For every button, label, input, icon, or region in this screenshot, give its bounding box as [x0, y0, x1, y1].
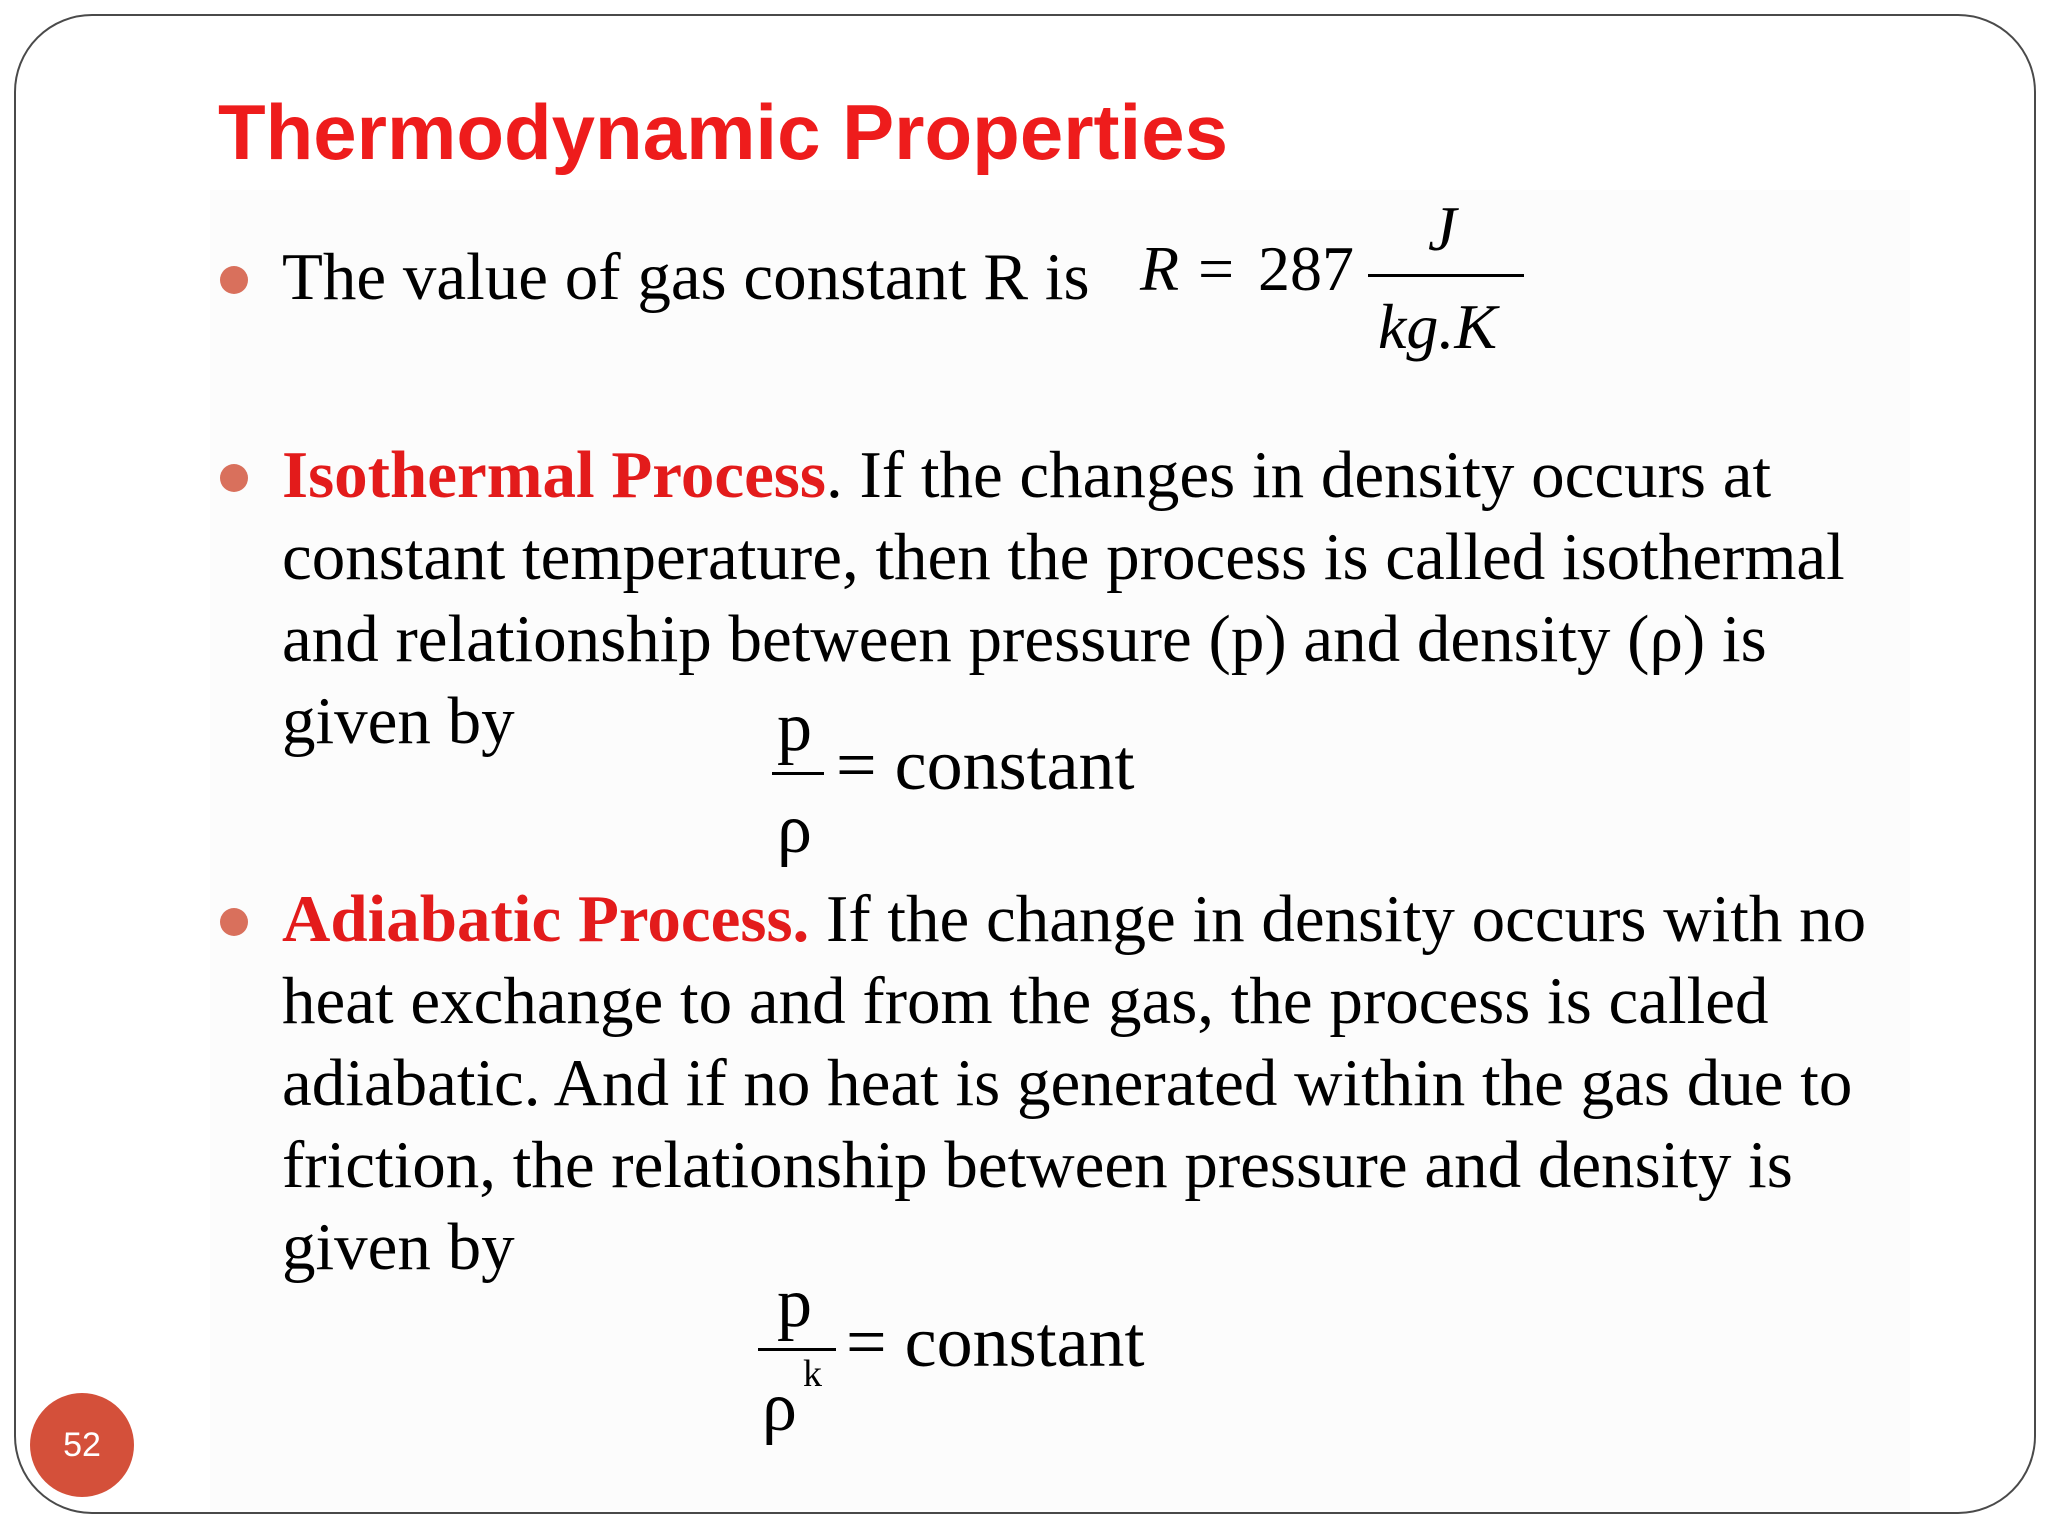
formula-fraction-bar: [1368, 274, 1524, 277]
adiabatic-heading: Adiabatic Process.: [282, 882, 810, 956]
bullet-3-line-4: friction, the relationship between pressure and density is: [282, 1128, 1793, 1202]
isothermal-denominator: ρ: [777, 791, 812, 868]
isothermal-rhs: = constant: [836, 725, 1135, 805]
formula-r-symbol: R: [1140, 233, 1180, 304]
bullet-2-line-3: and relationship between pressure (p) and density (ρ) is: [282, 602, 1767, 676]
slide-title: Thermodynamic Properties: [218, 88, 1228, 176]
bullet-3-line-3: adiabatic. And if no heat is generated within the gas due to: [282, 1046, 1853, 1120]
isothermal-fraction-bar: [772, 772, 824, 775]
bullet-1-marker: [220, 266, 248, 294]
formula-numerator: J: [1428, 193, 1457, 264]
bullet-3-line-2: heat exchange to and from the gas, the process is called: [282, 964, 1769, 1038]
bullet-3-line-1: [282, 878, 1866, 960]
bullet-2-line-1-rest: . If the changes in density occurs at: [825, 438, 1772, 512]
bullet-3-line-5: given by: [282, 1210, 515, 1284]
formula-denominator: kg.K: [1378, 291, 1498, 362]
bullet-2-marker: [220, 464, 248, 492]
adiabatic-numerator: p: [777, 1265, 812, 1342]
adiabatic-fraction-bar: [758, 1348, 836, 1351]
formula-equals: =: [1198, 233, 1235, 304]
bullet-1-text: The value of gas constant R is: [282, 240, 1090, 314]
adiabatic-denominator: ρ: [762, 1369, 797, 1446]
adiabatic-exponent: k: [803, 1353, 822, 1395]
isothermal-numerator: p: [777, 689, 812, 766]
bullet-2-line-2: constant temperature, then the process is called isothermal: [282, 520, 1845, 594]
isothermal-heading: Isothermal Process: [282, 438, 826, 512]
bullet-2-line-1: [282, 434, 1771, 516]
bullet-2-line-4: given by: [282, 684, 515, 758]
bullet-3-marker: [220, 908, 248, 936]
adiabatic-rhs: = constant: [846, 1302, 1145, 1382]
page-number-badge: 52: [30, 1393, 134, 1497]
bullet-3-line-1-rest: If the change in density occurs with no: [809, 882, 1867, 956]
formula-value: 287: [1258, 233, 1354, 304]
